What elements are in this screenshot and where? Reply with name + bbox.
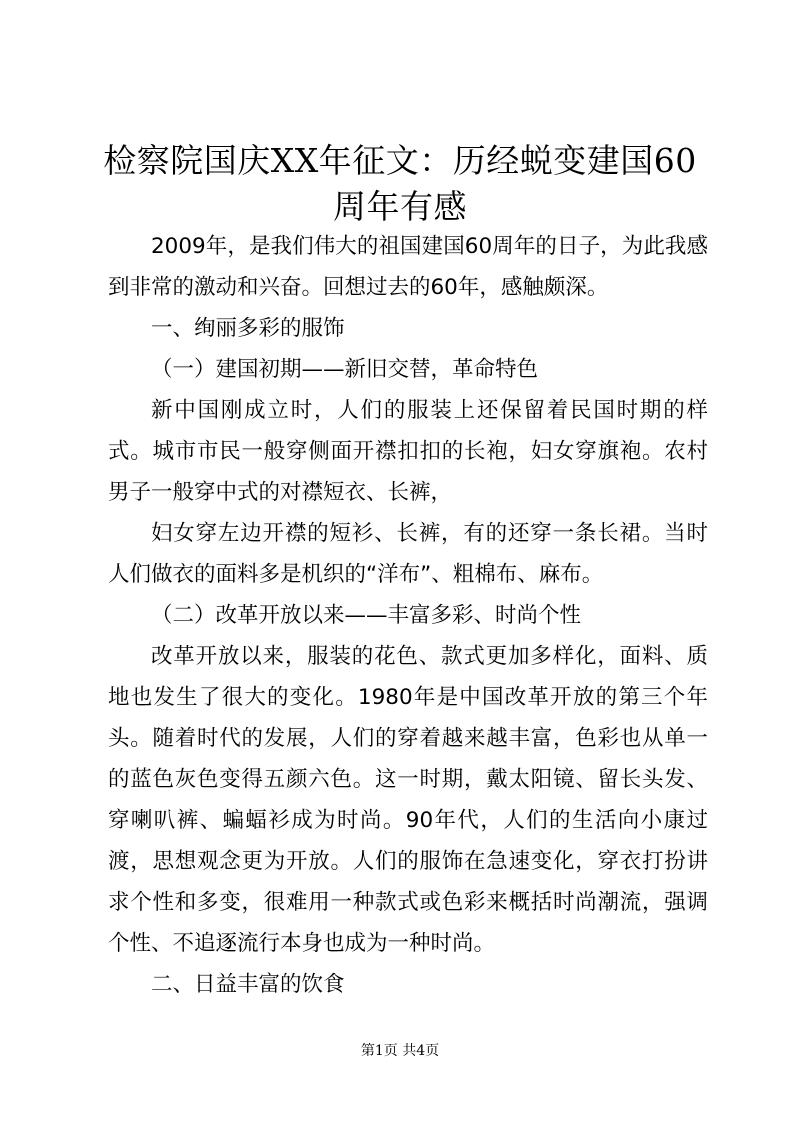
document-body: [108, 226, 708, 1005]
subsection-heading-early-years: （一）建国初期——新旧交替，革命特色: [151, 357, 539, 382]
document-title: 检察院国庆XX年征文：历经蜕变建国60周年有感: [103, 141, 697, 226]
paragraph-early-clothing: 新中国刚成立时，人们的服装上还保留着民国时期的样式。城市市民一般穿侧面开襟扣扣的长袍，妇女穿旗袍。农村男子一般穿中式的对襟短衣、长裤，: [108, 398, 708, 505]
subsection-heading-reform: （二）改革开放以来——丰富多彩、时尚个性: [151, 603, 582, 628]
page-number: 第1页 共4页: [360, 1043, 440, 1059]
section-heading-food: 二、日益丰富的饮食: [151, 972, 345, 997]
section-heading-clothing: 一、绚丽多彩的服饰: [151, 316, 345, 341]
paragraph-reform-clothing: 改革开放以来，服装的花色、款式更加多样化，面料、质地也发生了很大的变化。1980年是中国改革开放的第三个年头。随着时代的发展，人们的穿着越来越丰富，色彩也从单一的蓝色灰色变得五颜六色。这一时期，戴太阳镜、留长头发、穿喇叭裤、蝙蝠衫成为时尚。90年代，人们的生活向小康过渡，思想观念更为开放。人们的服饰在急速变化，穿衣打扮讲求个性和多变，很难用一种款式或色彩来概括时尚潮流，强调个性、不追逐流行本身也成为一种时尚。: [108, 644, 708, 956]
paragraph-intro: 2009年，是我们伟大的祖国建国60周年的日子，为此我感到非常的激动和兴奋。回想过去的60年，感触颇深。: [108, 234, 708, 300]
paragraph-women-clothing: 妇女穿左边开襟的短衫、长裤，有的还穿一条长裙。当时人们做衣的面料多是机织的“洋布”、粗棉布、麻布。: [108, 521, 708, 587]
